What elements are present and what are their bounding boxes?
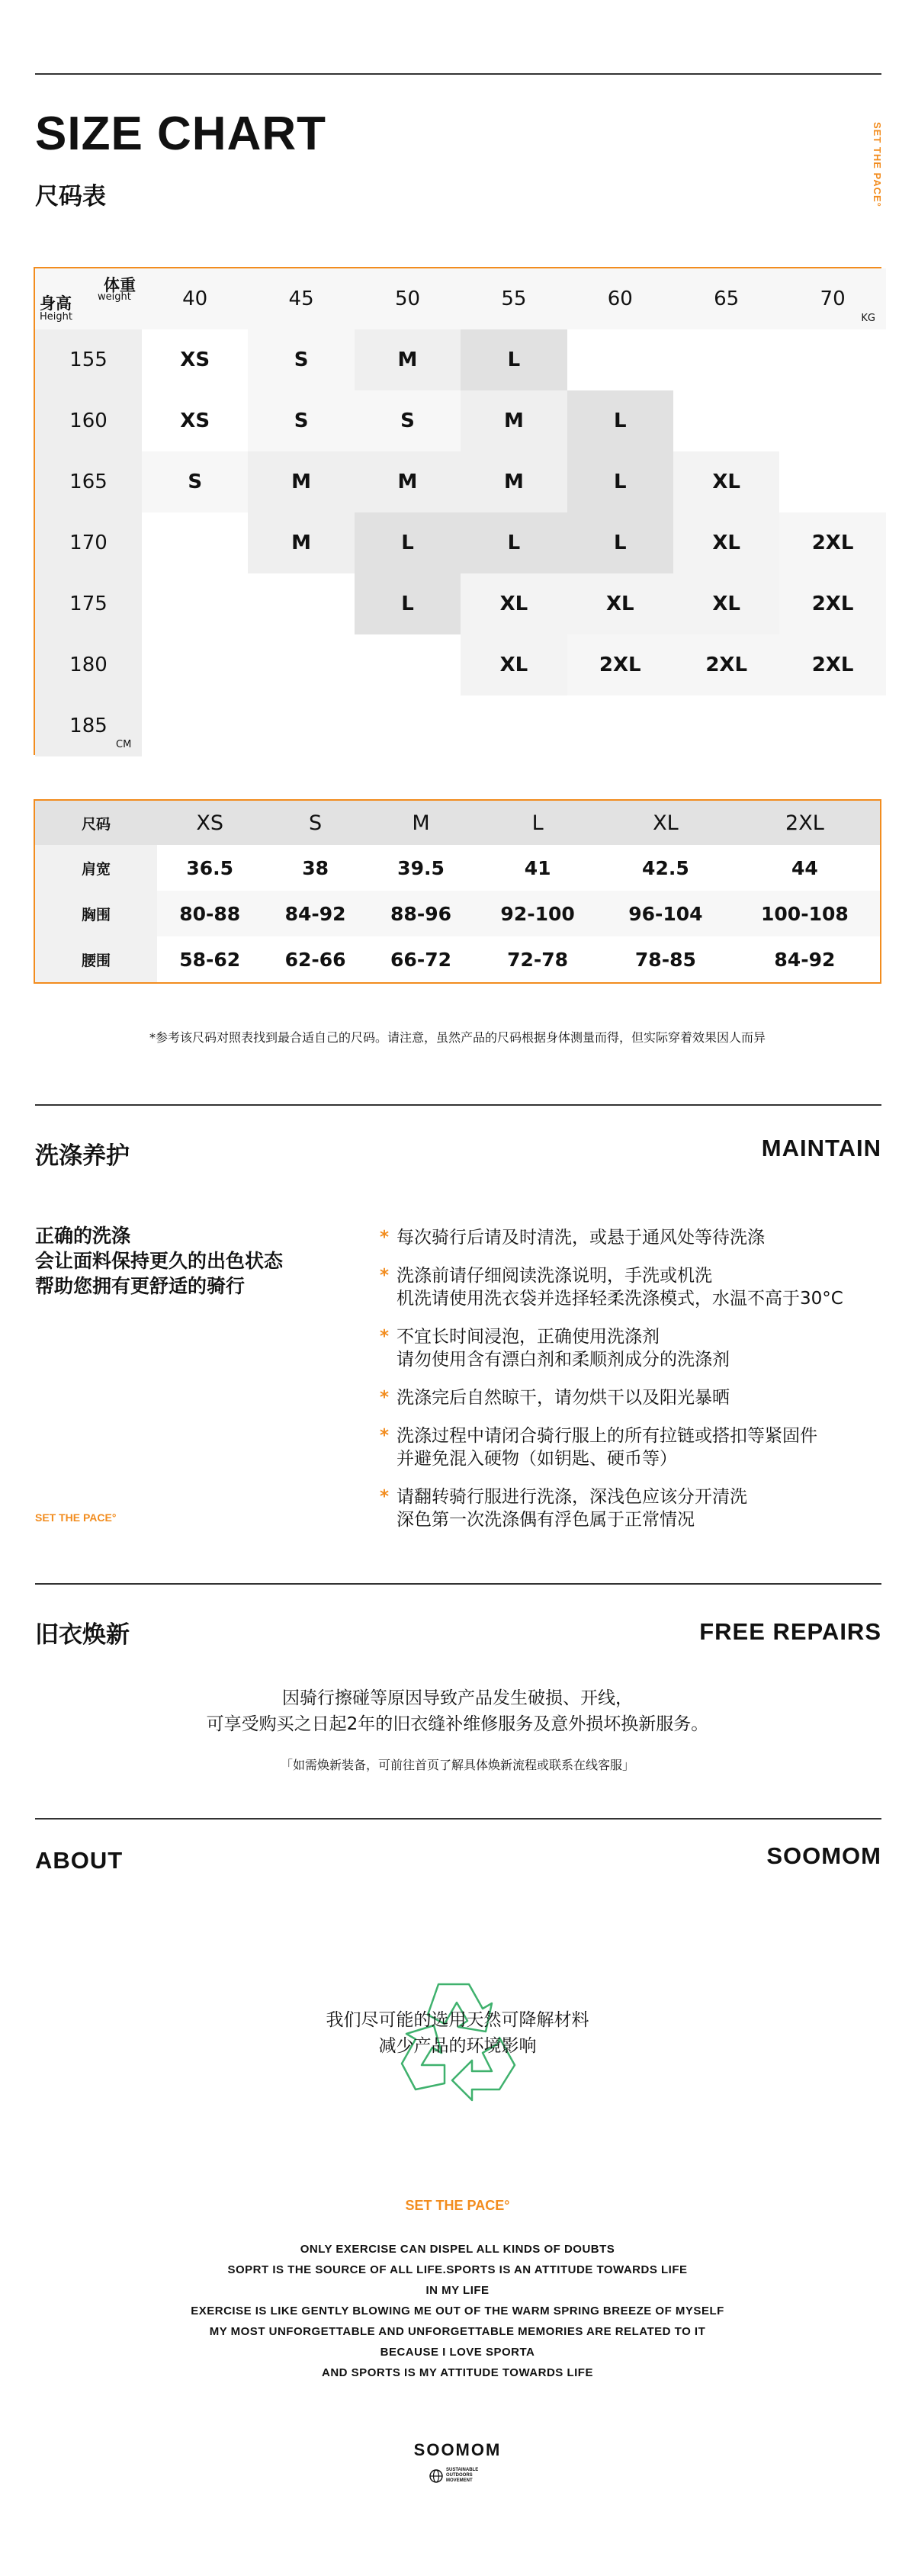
badge-text	[446, 2468, 478, 2484]
size-cell: L	[355, 573, 461, 634]
size-cell: M	[461, 390, 567, 451]
list-item	[380, 1425, 898, 1470]
maintain-intro-line: 正确的洗涤	[35, 1225, 131, 1247]
size-cell: S	[248, 390, 354, 451]
empty-cell	[248, 573, 354, 634]
care-line: 洗涤过程中请闭合骑行服上的所有拉链或搭扣等紧固件	[396, 1426, 817, 1446]
size-cell: XL	[673, 573, 779, 634]
side-tag: SET THE PACE°	[872, 122, 883, 207]
maintain-intro-line: 会让面料保持更久的出色状态	[35, 1250, 284, 1272]
maintain-title-cn: 洗涤养护	[35, 1142, 130, 1170]
weight-label-en: weight	[98, 291, 131, 303]
size-cell: 2XL	[779, 573, 885, 634]
size-cell: M	[461, 451, 567, 512]
weight-unit: KG	[861, 313, 875, 324]
empty-cell	[355, 634, 461, 695]
weight-header-cell: 50	[394, 287, 421, 310]
table-cell: 80-88	[179, 902, 241, 925]
measure-header-cell: M	[412, 811, 430, 835]
height-label-cell: 160	[35, 390, 142, 451]
table-cell: 66-72	[390, 948, 451, 971]
size-cell: S	[248, 329, 354, 390]
list-item	[380, 1386, 898, 1409]
size-cell: XL	[461, 634, 567, 695]
height-unit: CM	[116, 739, 132, 750]
table-cell: 42.5	[642, 856, 689, 879]
motto-block	[0, 2239, 915, 2383]
asterisk-icon: *	[380, 1426, 390, 1446]
measure-header-cell: S	[309, 811, 323, 835]
weight-header-cell: 65	[714, 287, 740, 310]
empty-cell	[567, 695, 673, 756]
weight-header-cell: 40	[182, 287, 208, 310]
motto-line: EXERCISE IS LIKE GENTLY BLOWING ME OUT OF THE WARM SPRING BREEZE OF MYSELF	[191, 2305, 724, 2317]
height-label-cell: 180	[35, 634, 142, 695]
size-note: *参考该尺码对照表找到最合适自己的尺码。请注意，虽然产品的尺码根据身体测量而得，但实际穿着效果因人而异	[149, 1030, 766, 1045]
divider	[35, 1818, 881, 1820]
size-cell: XL	[567, 573, 673, 634]
maintain-intro	[35, 1223, 283, 1299]
size-cell: M	[355, 329, 461, 390]
motto-line: AND SPORTS IS MY ATTITUDE TOWARDS LIFE	[322, 2366, 593, 2379]
asterisk-icon: *	[380, 1228, 390, 1248]
empty-cell	[142, 512, 248, 573]
height-label-cell: 170	[35, 512, 142, 573]
top-divider	[35, 73, 881, 75]
measure-header-cell: XS	[196, 811, 224, 835]
measure-table	[34, 799, 881, 984]
measure-header-cell: 2XL	[785, 811, 824, 835]
measure-header-cell: 尺码	[81, 815, 111, 833]
empty-cell	[673, 390, 779, 451]
care-line: 机洗请使用洗衣袋并选择轻柔洗涤模式，水温不高于30°C	[396, 1289, 843, 1309]
empty-cell	[461, 695, 567, 756]
table-cell: 88-96	[390, 902, 451, 925]
size-cell: L	[355, 512, 461, 573]
size-cell: M	[355, 451, 461, 512]
measure-header-cell: L	[531, 811, 544, 835]
table-cell: 36.5	[186, 856, 234, 879]
empty-cell	[355, 695, 461, 756]
size-cell: L	[461, 329, 567, 390]
empty-cell	[673, 695, 779, 756]
size-grid	[34, 267, 881, 755]
maintain-tag: SET THE PACE°	[35, 1511, 117, 1524]
table-cell: 38	[302, 856, 329, 879]
table-cell: 100-108	[761, 902, 849, 925]
table-cell: 62-66	[284, 948, 346, 971]
care-list	[380, 1226, 898, 1547]
about-title: ABOUT	[35, 1847, 124, 1874]
height-label-cell: 165	[35, 451, 142, 512]
repairs-title-cn: 旧衣焕新	[35, 1621, 130, 1649]
care-line: 洗涤前请仔细阅读洗涤说明，手洗或机洗	[396, 1266, 712, 1286]
empty-cell	[142, 634, 248, 695]
eco-line: 减少产品的环境影响	[378, 2036, 537, 2056]
empty-cell	[673, 329, 779, 390]
asterisk-icon: *	[380, 1266, 390, 1286]
care-line: 请翻转骑行服进行洗涤，深浅色应该分开清洗	[396, 1487, 747, 1507]
height-label-en: Height	[40, 311, 72, 323]
size-cell: 2XL	[779, 634, 885, 695]
motto-line: ONLY EXERCISE CAN DISPEL ALL KINDS OF DOUBTS	[300, 2243, 615, 2256]
weight-header-cell: 70	[820, 287, 846, 310]
list-item	[380, 1325, 898, 1371]
table-cell: 72-78	[507, 948, 569, 971]
empty-cell	[779, 695, 885, 756]
grid-corner	[35, 268, 142, 329]
table-cell: 78-85	[634, 948, 696, 971]
size-cell: S	[142, 451, 248, 512]
list-item	[380, 1226, 898, 1249]
size-cell: L	[567, 390, 673, 451]
table-cell: 44	[791, 856, 818, 879]
table-cell: 41	[524, 856, 551, 879]
footer-logo: SOOMOM	[413, 2440, 502, 2459]
table-cell: 84-92	[774, 948, 836, 971]
repairs-text	[0, 1685, 915, 1737]
footer-badge	[429, 2468, 478, 2484]
table-row	[35, 936, 880, 982]
asterisk-icon: *	[380, 1327, 390, 1347]
care-line: 不宜长时间浸泡，正确使用洗涤剂	[396, 1327, 660, 1347]
table-cell: 92-100	[500, 902, 575, 925]
about-tag: SET THE PACE°	[405, 2198, 510, 2213]
motto-line: BECAUSE I LOVE SPORTA	[380, 2346, 535, 2359]
page-title: SIZE CHART	[35, 108, 326, 160]
size-cell: 2XL	[673, 634, 779, 695]
table-row	[35, 845, 880, 891]
repairs-note: 「如需焕新装备，可前往首页了解具体焕新流程或联系在线客服」	[280, 1758, 634, 1772]
size-cell: XS	[142, 329, 248, 390]
divider	[35, 1583, 881, 1585]
maintain-title-en: MAINTAIN	[761, 1135, 881, 1161]
badge-line: MOVEMENT	[446, 2478, 473, 2483]
about-brand: SOOMOM	[766, 1842, 881, 1869]
motto-line: IN MY LIFE	[425, 2284, 490, 2297]
size-cell: L	[567, 451, 673, 512]
table-cell: 96-104	[628, 902, 703, 925]
row-label-shoulder: 肩宽	[35, 845, 157, 891]
size-cell: 2XL	[779, 512, 885, 573]
weight-label-cn: 体重	[104, 276, 136, 294]
globe-icon	[429, 2469, 443, 2483]
empty-cell	[142, 573, 248, 634]
asterisk-icon: *	[380, 1388, 390, 1408]
height-label-cell: 175	[35, 573, 142, 634]
care-line: 请勿使用含有漂白剂和柔顺剂成分的洗涤剂	[396, 1350, 730, 1370]
measure-header-row	[35, 801, 880, 845]
measure-header-cell: XL	[653, 811, 679, 835]
eco-text	[0, 2007, 915, 2059]
motto-line: SOPRT IS THE SOURCE OF ALL LIFE.SPORTS IS AN ATTITUDE TOWARDS LIFE	[227, 2263, 688, 2276]
size-cell: S	[355, 390, 461, 451]
size-cell: XL	[673, 512, 779, 573]
size-cell: XL	[461, 573, 567, 634]
page-subtitle: 尺码表	[35, 183, 106, 210]
eco-line: 我们尽可能的选用天然可降解材料	[326, 2010, 589, 2030]
table-cell: 39.5	[397, 856, 445, 879]
size-cell: L	[461, 512, 567, 573]
empty-cell	[779, 451, 885, 512]
care-line: 每次骑行后请及时清洗，或悬于通风处等待洗涤	[396, 1228, 765, 1248]
size-cell: M	[248, 451, 354, 512]
repairs-line: 可享受购买之日起2年的旧衣缝补维修服务及意外损坏换新服务。	[206, 1714, 709, 1734]
empty-cell	[142, 695, 248, 756]
maintain-intro-line: 帮助您拥有更舒适的骑行	[35, 1275, 246, 1297]
care-line: 深色第一次洗涤偶有浮色属于正常情况	[396, 1510, 695, 1530]
empty-cell	[779, 329, 885, 390]
size-cell: 2XL	[567, 634, 673, 695]
list-item	[380, 1264, 898, 1310]
badge-line: OUTDOORS	[446, 2473, 473, 2478]
size-cell: L	[567, 512, 673, 573]
table-cell: 58-62	[179, 948, 241, 971]
weight-header-cell: 55	[501, 287, 527, 310]
height-label-cn: 身高	[40, 294, 72, 313]
row-label-waist: 腰围	[35, 936, 157, 982]
table-row	[35, 891, 880, 936]
size-cell: XL	[673, 451, 779, 512]
row-label-chest: 胸围	[35, 891, 157, 936]
table-cell: 84-92	[284, 902, 346, 925]
height-label-cell: 155	[35, 329, 142, 390]
asterisk-icon: *	[380, 1487, 390, 1507]
weight-header-cell: 60	[607, 287, 633, 310]
height-label-cell: 185	[35, 695, 142, 756]
empty-cell	[248, 634, 354, 695]
care-line: 洗涤完后自然晾干，请勿烘干以及阳光暴晒	[396, 1388, 730, 1408]
empty-cell	[779, 390, 885, 451]
list-item	[380, 1486, 898, 1531]
weight-header-cell: 45	[288, 287, 314, 310]
care-line: 并避免混入硬物（如钥匙、硬币等）	[396, 1449, 677, 1469]
motto-line: MY MOST UNFORGETTABLE AND UNFORGETTABLE MEMORIES ARE RELATED TO IT	[209, 2325, 706, 2338]
empty-cell	[567, 329, 673, 390]
empty-cell	[248, 695, 354, 756]
repairs-line: 因骑行擦碰等原因导致产品发生破损、开线，	[282, 1688, 633, 1708]
size-cell: XS	[142, 390, 248, 451]
badge-line: SUSTAINABLE	[446, 2468, 479, 2472]
size-cell: M	[248, 512, 354, 573]
divider	[35, 1104, 881, 1106]
repairs-title-en: FREE REPAIRS	[699, 1618, 881, 1645]
